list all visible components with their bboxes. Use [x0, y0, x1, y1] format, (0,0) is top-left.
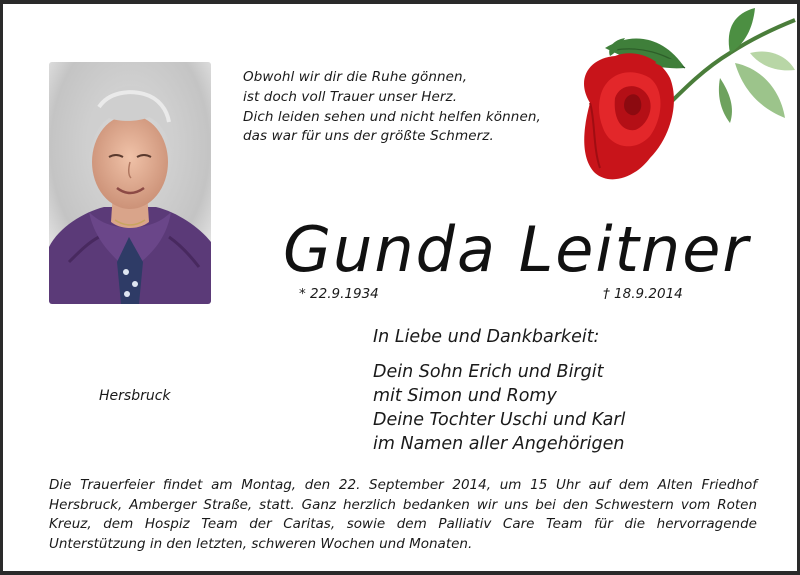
portrait-photo: [49, 62, 211, 304]
mourner-line: im Namen aller Angehörigen: [373, 434, 625, 454]
poem: [243, 68, 541, 147]
funeral-notice-text: Die Trauerfeier findet am Montag, den 22. September 2014, um 15 Uhr auf dem Alten Friedhof Hersbruck, Amberger Straße, statt. Ganz herzlich bedanken wir uns bei den Schwestern vom Roten Kreuz, dem Hospiz Team der Caritas, sowie dem Palliativ Care Team für die hervorragende Unterstützung in den letzten, schweren Wochen und Monaten.: [49, 477, 757, 552]
mourners-list: [373, 360, 625, 456]
poem-line: Dich leiden sehen und nicht helfen können,: [243, 108, 541, 125]
poem-line: ist doch voll Trauer unser Herz.: [243, 88, 458, 105]
poem-line: das war für uns der größte Schmerz.: [243, 128, 494, 145]
dedication-intro: In Liebe und Dankbarkeit:: [373, 327, 600, 347]
deceased-name: Gunda Leitner: [283, 213, 750, 286]
red-rose-image: [555, 8, 799, 192]
portrait-image: [49, 62, 211, 304]
poem-line: Obwohl wir dir die Ruhe gönnen,: [243, 69, 468, 85]
birth-date: * 22.9.1934: [299, 286, 379, 302]
mourner-line: mit Simon und Romy: [373, 386, 557, 406]
mourner-line: Dein Sohn Erich und Birgit: [373, 362, 604, 382]
death-date: † 18.9.2014: [603, 286, 683, 302]
place-label: Hersbruck: [99, 388, 171, 404]
mourner-line: Deine Tochter Uschi und Karl: [373, 410, 626, 430]
